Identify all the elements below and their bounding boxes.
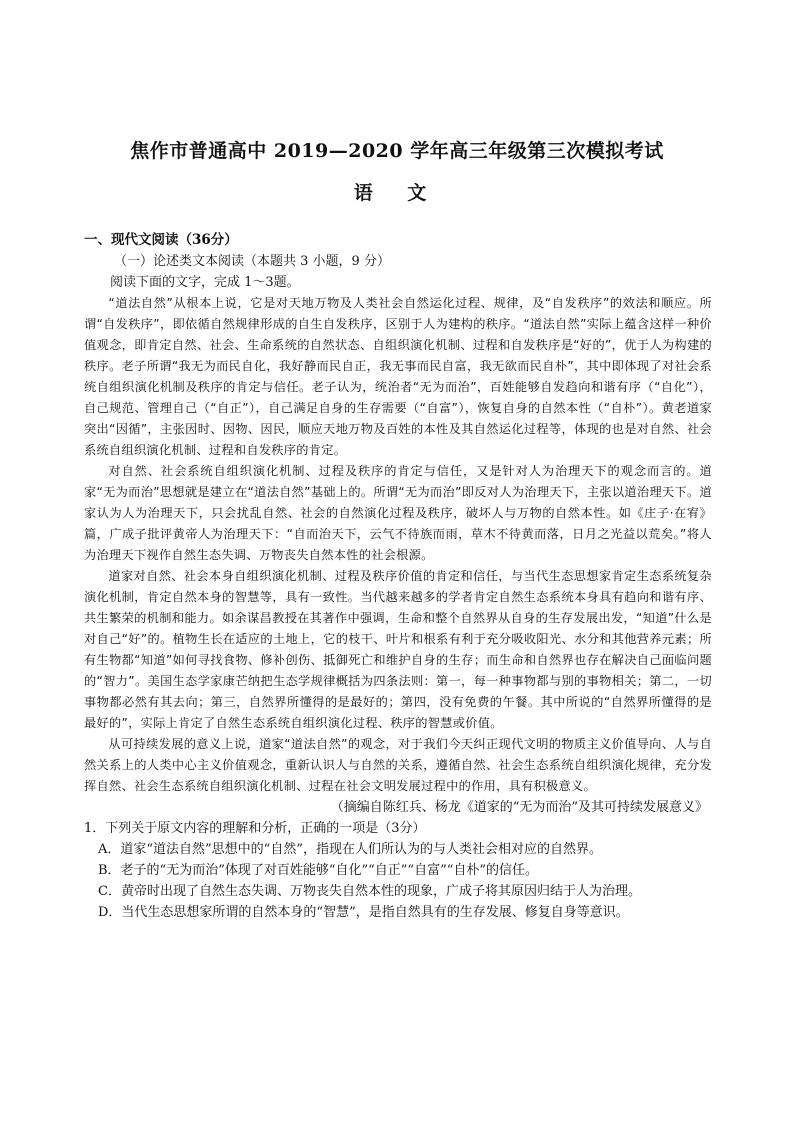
passage-source: （摘编自陈红兵、杨龙《道家的“无为而治”及其可持续发展意义》 xyxy=(330,800,708,815)
passage-paragraph: “道法自然”从根本上说，它是对天地万物及人类社会自然运化过程、规律，及“自发秩序”的效法和顺应。所谓“自发秩序”，即依循自然规律形成的自生自发秩序，区别于人为建构的秩序。“道法自然”实际上蕴含这样一种价值观念，即肯定自然、社会、生命系统的自然状态、自组织演化机制、过程和自发秩序是“好的”，优于人为构建的秩序。老子所谓“我无为而民自化，我好静而民自正，我无事而民自富，我无欲而民自朴”，其中即体现了对社会系统自组织演化机制及秩序的肯定与信任。老子认为，统治者“无为而治”，百姓能够自发趋向和谐有序（“自化”），自己规范、管理自己（“自正”），自己满足自身的生存需要（“自富”），恢复自身的自然本性（“自朴”）。黄老道家突出“因循”，主张因时、因物、因民，顺应天地万物及百姓的本性及其自然运化过程等，体现的也是对自然、社会系统自组织演化机制、过程和自发秩序的肯定。 xyxy=(84,296,712,457)
answer-option-c: C．黄帝时出现了自然生态失调、万物丧失自然本性的现象，广成子将其原因归结于人为治理。 xyxy=(98,884,641,899)
answer-option-a: A．道家“道法自然”思想中的“自然”，指现在人们所认为的与人类社会相对应的自然界。 xyxy=(98,842,602,857)
section-subheading: （一）论述类文本阅读（本题共 3 小题，9 分） xyxy=(114,254,390,269)
answer-option-b: B．老子的“无为而治”体现了对百姓能够“自化”“自正”“自富”“自朴”的信任。 xyxy=(98,863,539,878)
exam-title: 焦作市普通高中 2019—2020 学年高三年级第三次模拟考试 xyxy=(130,140,664,162)
passage-paragraph: 从可持续发展的意义上说，道家“道法自然”的观念，对于我们今天纠正现代文明的物质主义价值导向、人与自然关系上的人类中心主义价值观念，重新认识人与自然的关系，遵循自然、社会生态系统自组织演化规律，充分发挥自然、社会生态系统自组织演化机制、过程在社会文明发展过程中的作用，具有积极意义。 xyxy=(84,737,712,793)
subject-title: 语 文 xyxy=(353,182,441,204)
answer-option-d: D．当代生态思想家所谓的自然本身的“智慧”，是指自然具有的生存发展、修复自身等意识。 xyxy=(98,905,629,920)
passage-paragraph: 对自然、社会系统自组织演化机制、过程及秩序的肯定与信任，又是针对人为治理天下的观念而言的。道家“无为而治”思想就是建立在“道法自然”基础上的。所谓“无为而治”即反对人为治理天下，主张以道治理天下。道家认为人为治理天下，只会扰乱自然、社会的自然演化过程及秩序，破坏人与万物的自然本性。如《庄子·在宥》篇，广成子批评黄帝人为治理天下：“自而治天下，云气不待族而雨，草木不待黄而落，日月之光益以荒矣。”将人为治理天下视作自然生态失调、万物丧失自然本性的社会根源。 xyxy=(84,464,712,562)
question-stem: 1．下列关于原文内容的理解和分析，正确的一项是（3分） xyxy=(84,821,426,836)
exam-content xyxy=(84,230,712,923)
passage-paragraph: 道家对自然、社会本身自组织演化机制、过程及秩序价值的肯定和信任，与当代生态思想家肯定生态系统复杂演化机制，肯定自然本身的智慧等，具有一致性。当代越来越多的学者肯定自然生态系统本身具有趋向和谐有序、共生繁荣的机制和能力。如余谋昌教授在其著作中强调，生命和整个自然界从自身的生存发展出发，“知道”什么是对自己“好”的。植物生长在适应的土地上，它的枝干、叶片和根系有利于充分吸收阳光、水分和其他营养元素；所有生物都“知道”如何寻找食物、修补创伤、抵御死亡和维护自身的生存；而生命和自然界也存在解决自己面临问题的“智力”。美国生态学家康芒纳把生态学规律概括为四条法则：第一，每一种事物都与别的事物相关；第二，一切事物都必然有其去向；第三，自然界所懂得的是最好的；第四，没有免费的午餐。其中所说的“自然界所懂得的是最好的”，实际上肯定了自然生态系统自组织演化过程、秩序的智慧或价值。 xyxy=(84,569,712,730)
reading-instruction: 阅读下面的文字，完成 1～3题。 xyxy=(110,275,300,290)
section-heading: 一、现代文阅读（36分） xyxy=(84,232,238,248)
